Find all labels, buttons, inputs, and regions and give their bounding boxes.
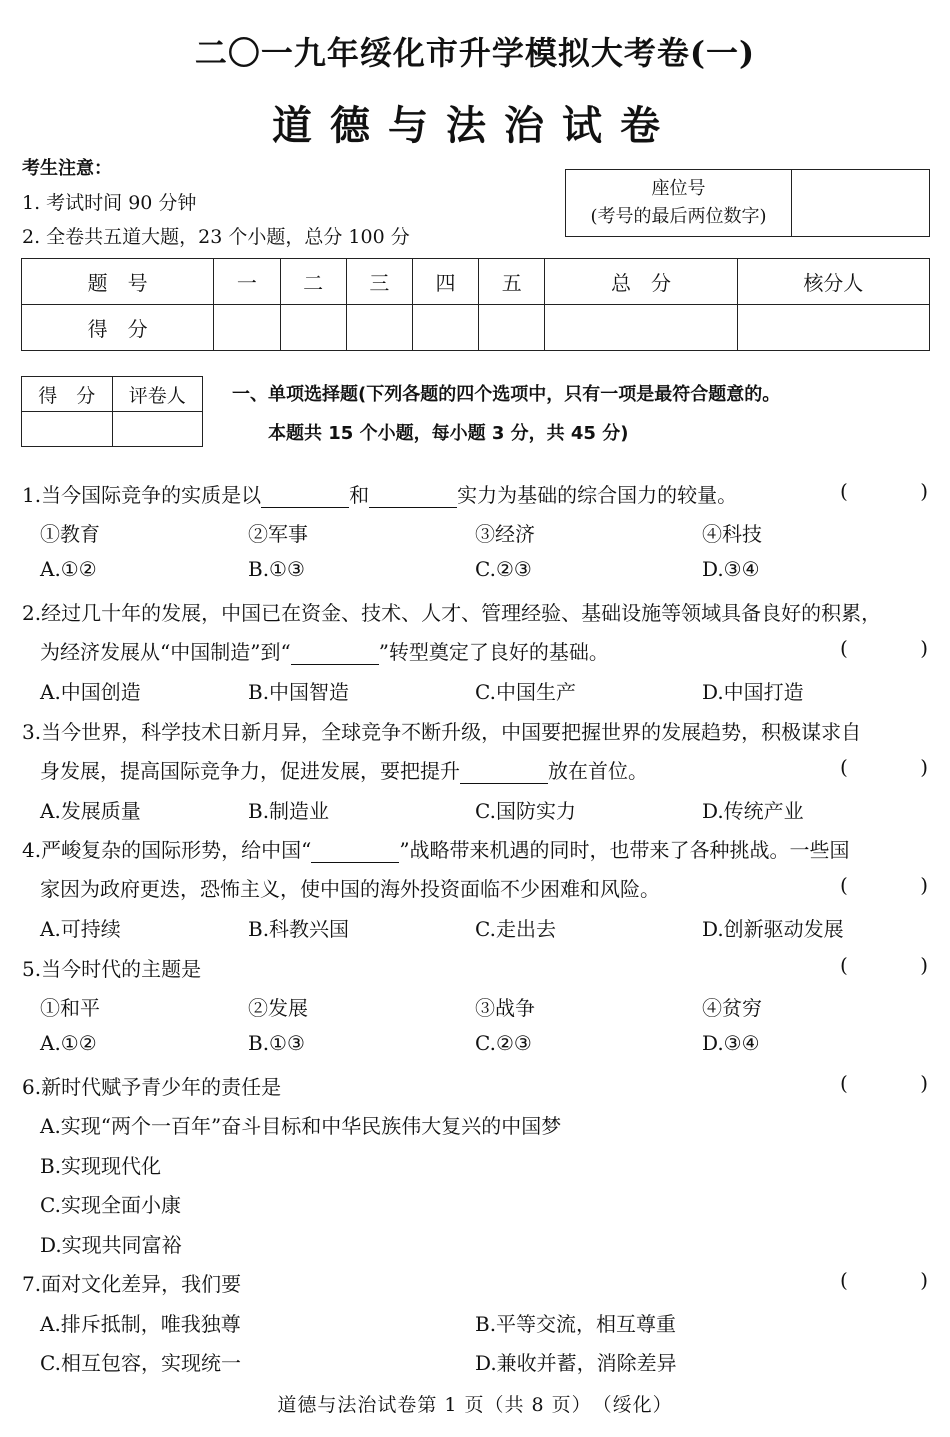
question-3-stem: 3.当今世界，科学技术日新月异，全球竞争不断升级，中国要把握世界的发展趋势，积极谋求自 [22, 720, 862, 744]
seat-number-field[interactable] [792, 170, 930, 237]
answer-blank [311, 840, 399, 863]
exam-title: 二〇一九年绥化市升学模拟大考卷(一) [194, 34, 756, 72]
question-4-stem-cont: 家因为政府更迭，恐怖主义，使中国的海外投资面临不少困难和风险。 [40, 877, 660, 901]
question-7-option[interactable]: A.排斥抵制，唯我独尊 [40, 1312, 241, 1336]
question-6-option[interactable]: D.实现共同富裕 [40, 1233, 182, 1257]
answer-blank [291, 642, 379, 665]
question-6-option[interactable]: A.实现“两个一百年”奋斗目标和中华民族伟大复兴的中国梦 [40, 1114, 562, 1138]
score-table-header: 四 [412, 259, 478, 305]
score-cell[interactable] [346, 305, 412, 351]
notice-item: 1. 考试时间 90 分钟 [22, 192, 197, 214]
seat-label-hint: (考号的最后两位数字) [590, 206, 767, 227]
score-cell[interactable] [280, 305, 346, 351]
question-5-option[interactable]: C.②③ [475, 1031, 532, 1055]
answer-blank [460, 761, 548, 784]
notice-item: 2. 全卷共五道大题，23 个小题，总分 100 分 [22, 226, 410, 248]
question-5-option[interactable]: A.①② [40, 1031, 97, 1055]
question-2-stem-cont: 为经济发展从“中国制造”到“ ”转型奠定了良好的基础。 [40, 640, 609, 664]
question-3-stem-cont: 身发展，提高国际竞争力，促进发展，要把提升 放在首位。 [40, 759, 648, 783]
score-cell[interactable] [479, 305, 545, 351]
question-7-option[interactable]: C.相互包容，实现统一 [40, 1351, 241, 1375]
question-3-option[interactable]: B.制造业 [248, 799, 330, 823]
answer-parentheses[interactable]: ( ) [840, 1071, 928, 1095]
question-1-option[interactable]: C.②③ [475, 557, 532, 581]
seat-number-box [565, 169, 930, 237]
question-4-option[interactable]: A.可持续 [40, 917, 121, 941]
question-1-option[interactable]: A.①② [40, 557, 97, 581]
answer-blank [261, 485, 349, 508]
score-table-header: 五 [479, 259, 545, 305]
score-table-header: 一 [214, 259, 280, 305]
notice-heading: 考生注意： [22, 158, 112, 179]
score-table-header: 三 [346, 259, 412, 305]
question-1-item: ④科技 [702, 522, 762, 546]
question-4-option[interactable]: C.走出去 [475, 917, 556, 941]
question-7-option[interactable]: D.兼收并蓄，消除差异 [475, 1351, 677, 1375]
question-2-option[interactable]: D.中国打造 [702, 680, 804, 704]
question-7-option[interactable]: B.平等交流，相互尊重 [475, 1312, 677, 1336]
answer-parentheses[interactable]: ( ) [840, 953, 928, 977]
subject-title: 道德与法治试卷 [272, 102, 678, 149]
grader-name-label: 评卷人 [112, 377, 203, 412]
page-footer: 道德与法治试卷第 1 页（共 8 页） （绥化） [277, 1394, 673, 1416]
answer-parentheses[interactable]: ( ) [840, 1268, 928, 1292]
question-3-option[interactable]: D.传统产业 [702, 799, 804, 823]
question-1-stem: 1.当今国际竞争的实质是以 和 实力为基础的综合国力的较量。 [22, 483, 738, 507]
question-7-stem: 7.面对文化差异，我们要 [22, 1272, 242, 1296]
section-1-heading: 一、单项选择题(下列各题的四个选项中，只有一项是最符合题意的。 [232, 384, 781, 405]
score-cell[interactable] [412, 305, 478, 351]
answer-parentheses[interactable]: ( ) [840, 636, 928, 660]
question-3-option[interactable]: C.国防实力 [475, 799, 576, 823]
answer-parentheses[interactable]: ( ) [840, 755, 928, 779]
question-5-item: ①和平 [40, 996, 100, 1020]
score-table-score-row [22, 305, 930, 351]
grader-score-field[interactable] [22, 412, 113, 447]
question-5-stem: 5.当今时代的主题是 [22, 957, 202, 981]
score-table-header: 核分人 [737, 259, 929, 305]
score-table [21, 258, 930, 351]
score-table-header: 总 分 [545, 259, 737, 305]
question-5-item: ④贫穷 [702, 996, 762, 1020]
section-1-subheading: 本题共 15 个小题，每小题 3 分，共 45 分) [268, 423, 629, 444]
question-5-item: ③战争 [475, 996, 535, 1020]
question-2-stem: 2.经过几十年的发展，中国已在资金、技术、人才、管理经验、基础设施等领域具备良好的积累， [22, 601, 882, 625]
question-1-item: ②军事 [248, 522, 308, 546]
answer-parentheses[interactable]: ( ) [840, 873, 928, 897]
score-table-header: 二 [280, 259, 346, 305]
question-1-item: ③经济 [475, 522, 535, 546]
candidate-notice [22, 152, 410, 254]
question-1-item: ①教育 [40, 522, 100, 546]
question-6-option[interactable]: C.实现全面小康 [40, 1193, 181, 1217]
question-4-stem: 4.严峻复杂的国际形势，给中国“ ”战略带来机遇的同时，也带来了各种挑战。一些国 [22, 838, 850, 862]
grader-box [21, 376, 203, 447]
question-4-option[interactable]: D.创新驱动发展 [702, 917, 844, 941]
score-cell[interactable] [737, 305, 929, 351]
score-table-header: 题 号 [22, 259, 214, 305]
score-table-header-row [22, 259, 930, 305]
question-2-option[interactable]: C.中国生产 [475, 680, 576, 704]
question-6-option[interactable]: B.实现现代化 [40, 1154, 162, 1178]
question-6-stem: 6.新时代赋予青少年的责任是 [22, 1075, 282, 1099]
answer-blank [369, 485, 457, 508]
score-row-label: 得 分 [22, 305, 214, 351]
question-4-option[interactable]: B.科教兴国 [248, 917, 350, 941]
seat-label: 座位号 [651, 178, 706, 199]
question-1-option[interactable]: D.③④ [702, 557, 760, 581]
question-2-option[interactable]: A.中国创造 [40, 680, 141, 704]
question-5-option[interactable]: B.①③ [248, 1031, 305, 1055]
question-2-option[interactable]: B.中国智造 [248, 680, 350, 704]
grader-score-label: 得 分 [22, 377, 113, 412]
score-cell[interactable] [545, 305, 737, 351]
question-5-item: ②发展 [248, 996, 308, 1020]
question-1-option[interactable]: B.①③ [248, 557, 305, 581]
question-3-option[interactable]: A.发展质量 [40, 799, 141, 823]
question-5-option[interactable]: D.③④ [702, 1031, 760, 1055]
score-cell[interactable] [214, 305, 280, 351]
answer-parentheses[interactable]: ( ) [840, 479, 928, 503]
grader-name-field[interactable] [112, 412, 203, 447]
